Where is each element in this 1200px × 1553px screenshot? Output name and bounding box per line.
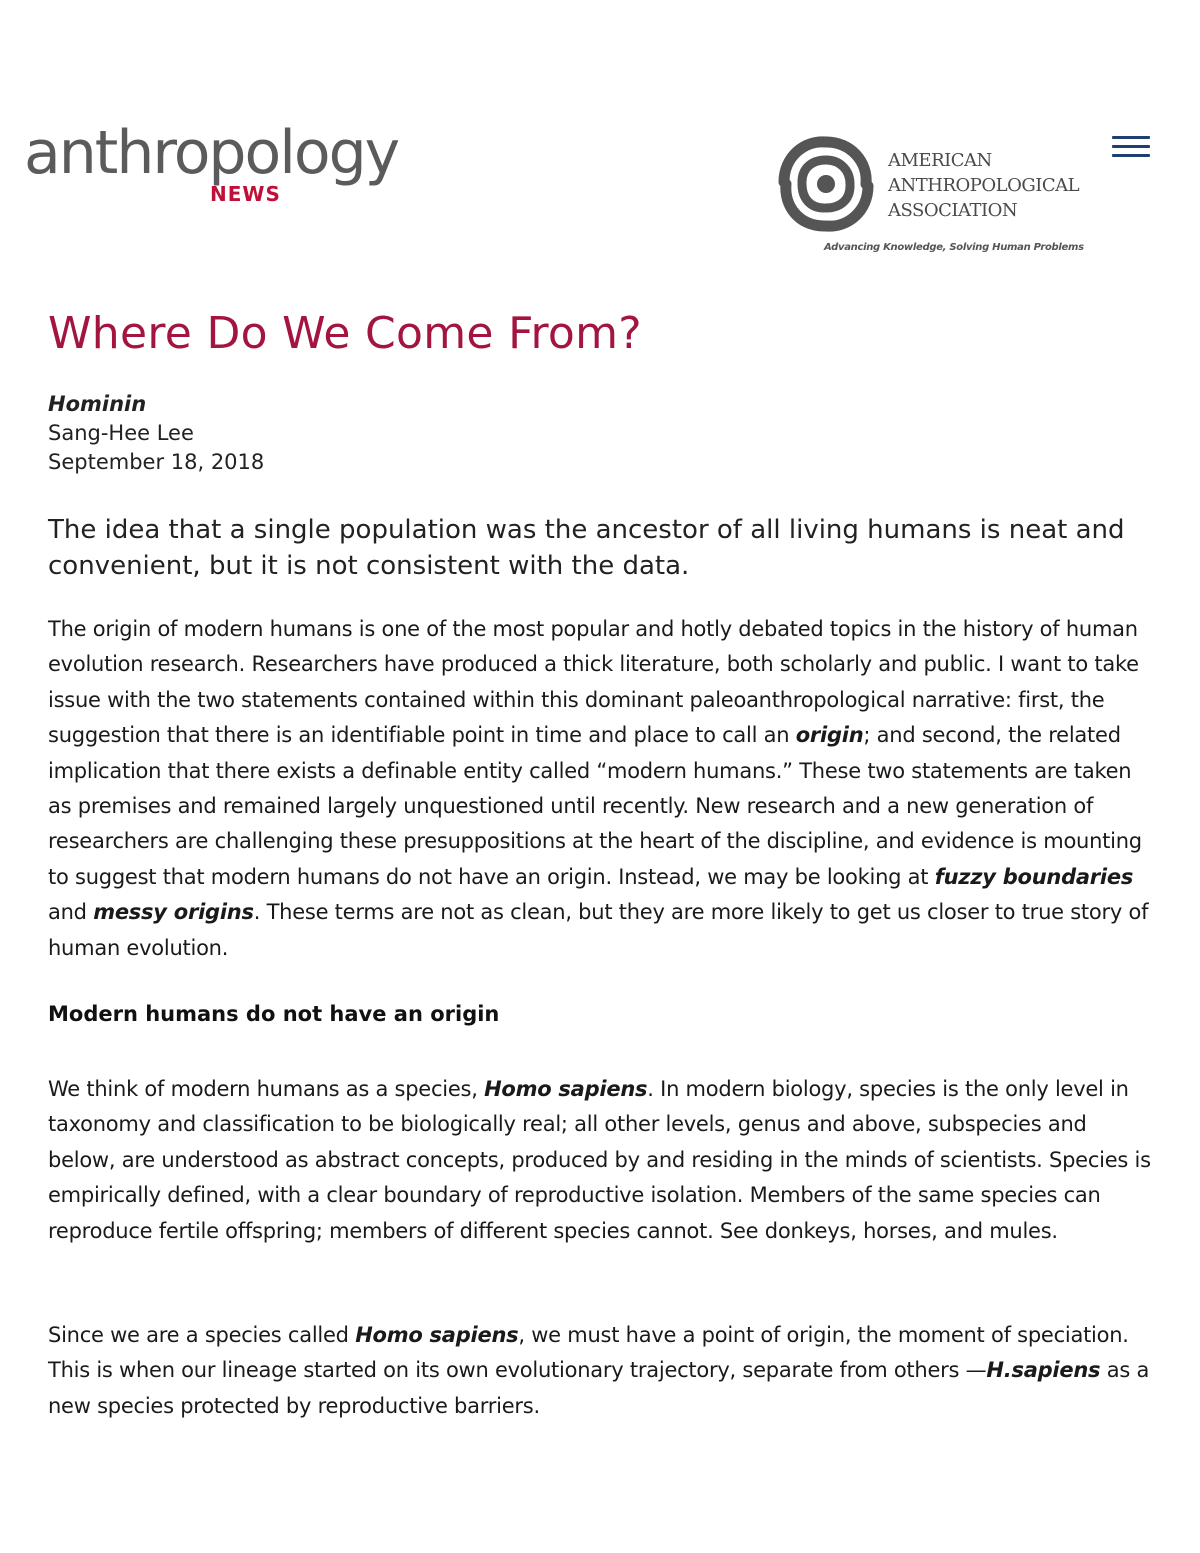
menu-bar [1112, 154, 1150, 157]
article-title: Where Do We Come From? [48, 308, 642, 359]
emphasis-origin: origin [795, 723, 864, 748]
article-meta [48, 390, 264, 477]
aaa-logo[interactable] [776, 134, 1096, 264]
logo-word: anthropology [24, 118, 399, 188]
aaa-line1: AMERICAN [888, 150, 992, 171]
text-run: . These terms are not as clean, but they are more likely to get us closer to true story of human evolution. [48, 900, 1149, 960]
article-lead: The idea that a single population was the ancestor of all living humans is neat and convenient, but it is not consistent with the data. [48, 515, 1125, 581]
emphasis-fuzzy-boundaries: fuzzy boundaries [934, 864, 1134, 889]
site-header [0, 0, 1200, 280]
aaa-line2: ANTHROPOLOGICAL [888, 175, 1080, 196]
body-paragraph-3 [48, 1318, 1158, 1424]
aaa-name [888, 148, 1079, 223]
section-heading: Modern humans do not have an origin [48, 1002, 500, 1026]
emphasis-messy-origins: messy origins [93, 900, 254, 925]
text-run: and [48, 900, 94, 925]
hamburger-menu-icon[interactable] [1112, 136, 1150, 162]
article-author[interactable]: Sang-Hee Lee [48, 421, 194, 445]
aaa-spiral-icon [776, 134, 876, 234]
text-run: ; and second, the related implication that there exists a definable entity called “modern humans.” These two statements are taken as premises and remained largely unquestioned until recently. New research and a new generation of researchers are challenging these presuppositions at the heart of the discipline, and evidence is mounting to suggest that modern humans do not have an origin. Instead, we may be looking at [48, 723, 1142, 889]
logo-news: NEWS [210, 182, 281, 206]
emphasis-homo-sapiens: Homo sapiens [484, 1077, 648, 1101]
article-date: September 18, 2018 [48, 450, 265, 474]
emphasis-h-sapiens: H.sapiens [986, 1358, 1101, 1383]
text-run: , we must have a point of origin, the moment of speciation. This is when our lineage started on its own evolutionary trajectory, separate from others — [48, 1323, 1129, 1383]
aaa-tagline: Advancing Knowledge, Solving Human Problems [824, 242, 1084, 253]
text-run: as a new species protected by reproductive barriers. [48, 1358, 1150, 1418]
menu-bar [1112, 136, 1150, 139]
aaa-line3: ASSOCIATION [888, 200, 1018, 221]
text-run: Since we are a species called [48, 1323, 356, 1347]
text-run: . In modern biology, species is the only level in taxonomy and classification to be biologically real; all other levels, genus and above, subspecies and below, are understood as abstract concepts, produced by and residing in the minds of scientists. Species is empirically defined, with a clear boundary of reproductive isolation. Members of the same species can reproduce fertile offspring; members of different species cannot. See donkeys, horses, and mules. [48, 1077, 1151, 1243]
menu-bar [1112, 145, 1150, 148]
article-department[interactable]: Hominin [48, 392, 147, 416]
text-run: The origin of modern humans is one of the most popular and hotly debated topics in the history of human evolution research. Researchers have produced a thick literature, both scholarly and public. I want to take issue with the two statements contained within this dominant paleoanthropological narrative: first, the suggestion that there is an identifiable point in time and place to call an [48, 617, 1139, 748]
body-paragraph-1 [48, 612, 1158, 966]
emphasis-homo-sapiens: Homo sapiens [355, 1323, 519, 1347]
body-paragraph-2 [48, 1072, 1158, 1249]
text-run: We think of modern humans as a species, [48, 1077, 485, 1101]
anthropology-news-logo[interactable] [24, 118, 399, 206]
